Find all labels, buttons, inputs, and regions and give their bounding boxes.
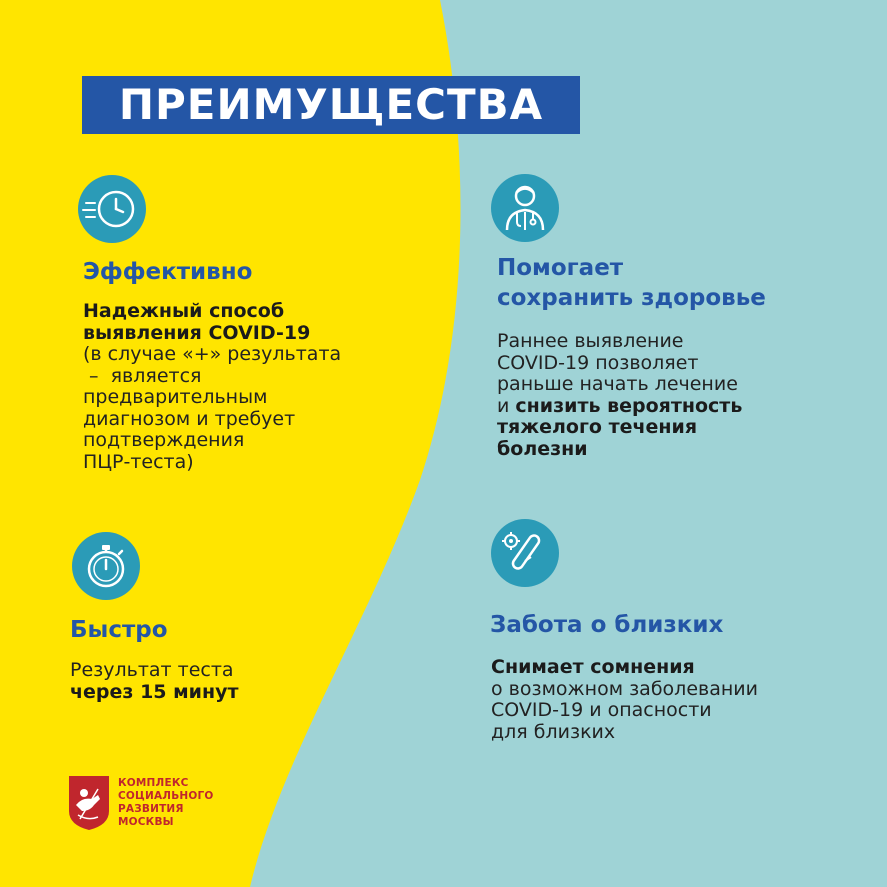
logo-line: РАЗВИТИЯ [118, 803, 184, 815]
clock-icon [76, 173, 148, 245]
test-tube-icon [489, 517, 561, 589]
text-line: тяжелого течения [497, 416, 698, 438]
care-heading: Забота о близких [490, 612, 724, 638]
page-title: ПРЕИМУЩЕСТВА [82, 76, 580, 134]
organization-name [118, 777, 214, 829]
effective-text [83, 301, 341, 473]
text-line: о возможном заболевании [491, 677, 758, 700]
text-line: ПЦР-теста) [83, 450, 194, 473]
text-line: (в случае «+» результата [83, 343, 342, 365]
text-line: Раннее выявление [497, 330, 684, 352]
doctor-icon [489, 172, 561, 244]
text-line: COVID-19 и опасности [491, 699, 712, 721]
text-line: Надежный способ [83, 300, 285, 322]
health-heading [497, 253, 766, 313]
health-text [497, 331, 742, 460]
text-line: COVID-19 позволяет [497, 351, 699, 374]
text-line: раньше начать лечение [497, 373, 738, 395]
logo-line: МОСКВЫ [118, 816, 174, 828]
text-line: Результат теста [70, 659, 234, 681]
care-text [491, 657, 758, 743]
moscow-coat-of-arms-icon [68, 775, 110, 831]
fast-text [70, 660, 239, 703]
text-line: подтверждения [83, 429, 245, 451]
logo-line: СОЦИАЛЬНОГО [118, 790, 214, 802]
text-line: предварительным [83, 386, 268, 408]
heading-line: Помогает [497, 255, 624, 281]
text-line: для близких [491, 720, 616, 743]
fast-heading: Быстро [70, 617, 168, 643]
text-line: и снизить вероятность [497, 394, 743, 417]
text-line: – является [83, 364, 202, 387]
logo-line: КОМПЛЕКС [118, 777, 189, 789]
heading-line: сохранить здоровье [497, 285, 766, 311]
text-line: диагнозом и требует [83, 407, 296, 430]
text-line: выявления COVID-19 [83, 321, 311, 344]
effective-heading: Эффективно [83, 259, 253, 285]
text-line: Снимает сомнения [491, 656, 695, 678]
text-line: болезни [497, 437, 588, 460]
stopwatch-icon [70, 530, 142, 602]
text-line: через 15 минут [70, 680, 239, 703]
